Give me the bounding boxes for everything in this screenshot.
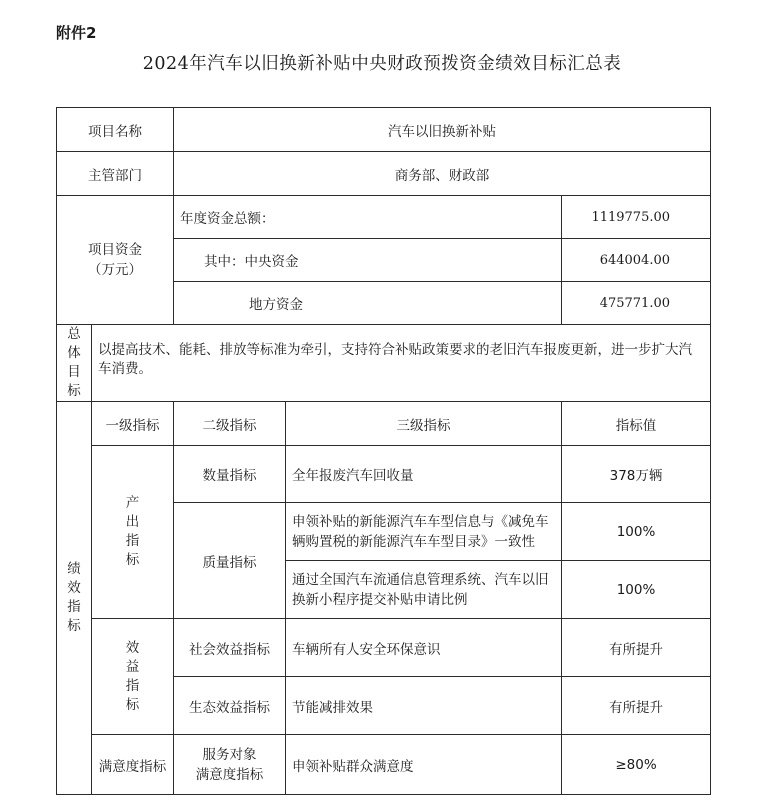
funds-central-value: 644004.00: [562, 239, 711, 282]
quality-indicator-item-1: [286, 503, 562, 561]
social-benefit-row: [57, 619, 711, 677]
benefit-char-1: 效: [125, 639, 140, 656]
header-level3: 三级指标: [286, 402, 562, 446]
overall-goal-char-2: 体: [67, 345, 81, 361]
output-char-4: 标: [125, 552, 140, 568]
header-value: 指标值: [562, 402, 711, 446]
performance-char-1: 绩: [67, 561, 81, 577]
benefit-char-2: 益: [125, 658, 140, 675]
ecological-benefit-label: 生态效益指标: [174, 677, 286, 735]
funds-local-label: 地方资金: [174, 282, 562, 325]
output-char-1: 产: [125, 495, 140, 511]
satisfaction-sub-line1: 服务对象: [202, 746, 257, 763]
satisfaction-value: ≥80%: [562, 735, 711, 795]
output-char-2: 出: [125, 514, 140, 530]
funds-local-value: 475771.00: [562, 282, 711, 325]
quality-item-2-line2: 换新小程序提交补贴申请比例: [292, 591, 468, 608]
overall-goal-char-1: 总: [67, 326, 81, 342]
funds-total-value: 1119775.00: [562, 196, 711, 239]
header-level1: 一级指标: [92, 402, 174, 446]
satisfaction-sub-line2: 满意度指标: [195, 766, 264, 783]
department-label: 主管部门: [57, 152, 174, 196]
quality-indicator-item-2: [286, 561, 562, 619]
satisfaction-sub-label: [174, 735, 286, 795]
performance-char-4: 标: [67, 618, 81, 634]
social-benefit-value: 有所提升: [562, 619, 711, 677]
funds-central-label: 其中：中央资金: [174, 239, 562, 282]
quality-indicator-value-1: 100%: [562, 503, 711, 561]
project-name-label: 项目名称: [57, 108, 174, 152]
quality-item-1-line1: 申领补贴的新能源汽车车型信息与《减免车: [292, 513, 549, 530]
header-level2: 二级指标: [174, 402, 286, 446]
overall-goal-char-4: 标: [67, 383, 81, 399]
output-char-3: 指: [125, 533, 140, 549]
department-row: [57, 152, 711, 196]
quantity-indicator-row: [57, 446, 711, 503]
project-name-value: 汽车以旧换新补贴: [174, 108, 711, 152]
satisfaction-item: 申领补贴群众满意度: [286, 735, 562, 795]
overall-goal-label: [57, 325, 92, 402]
performance-target-table: [56, 107, 711, 795]
quantity-indicator-item: 全年报废汽车回收量: [286, 446, 562, 503]
department-value: 商务部、财政部: [174, 152, 711, 196]
social-benefit-label: 社会效益指标: [174, 619, 286, 677]
output-indicator-label: [92, 446, 174, 619]
performance-char-3: 指: [67, 599, 81, 615]
overall-goal-row: [57, 325, 711, 402]
performance-indicator-label: [57, 402, 92, 795]
ecological-benefit-item: 节能减排效果: [286, 677, 562, 735]
quality-item-1-line2: 辆购置税的新能源汽车车型目录》一致性: [292, 533, 535, 550]
benefit-char-4: 标: [125, 696, 140, 713]
social-benefit-item: 车辆所有人安全环保意识: [286, 619, 562, 677]
funds-label-line1: 项目资金: [88, 242, 142, 258]
satisfaction-indicator-label: 满意度指标: [92, 735, 174, 795]
document-title: 2024年汽车以旧换新补贴中央财政预拨资金绩效目标汇总表: [142, 54, 622, 74]
benefit-indicator-label: [92, 619, 174, 735]
quality-item-2-line1: 通过全国汽车流通信息管理系统、汽车以旧: [292, 571, 549, 588]
overall-goal-text: 以提高技术、能耗、排放等标准为牵引，支持符合补贴政策要求的老旧汽车报废更新，进一步扩大汽车消费。: [92, 325, 711, 402]
satisfaction-row: [57, 735, 711, 795]
funds-label: [57, 196, 174, 325]
funds-total-row: [57, 196, 711, 239]
quantity-indicator-value: 378万辆: [562, 446, 711, 503]
quality-indicator-value-2: 100%: [562, 561, 711, 619]
project-name-row: [57, 108, 711, 152]
attachment-label: 附件2: [56, 24, 97, 42]
benefit-char-3: 指: [125, 677, 140, 694]
funds-total-label: 年度资金总额：: [174, 196, 562, 239]
quality-indicator-label: 质量指标: [174, 503, 286, 619]
quantity-indicator-label: 数量指标: [174, 446, 286, 503]
ecological-benefit-value: 有所提升: [562, 677, 711, 735]
indicator-header-row: [57, 402, 711, 446]
performance-char-2: 效: [67, 580, 81, 596]
funds-label-line2: （万元）: [88, 262, 142, 278]
overall-goal-char-3: 目: [67, 364, 81, 380]
